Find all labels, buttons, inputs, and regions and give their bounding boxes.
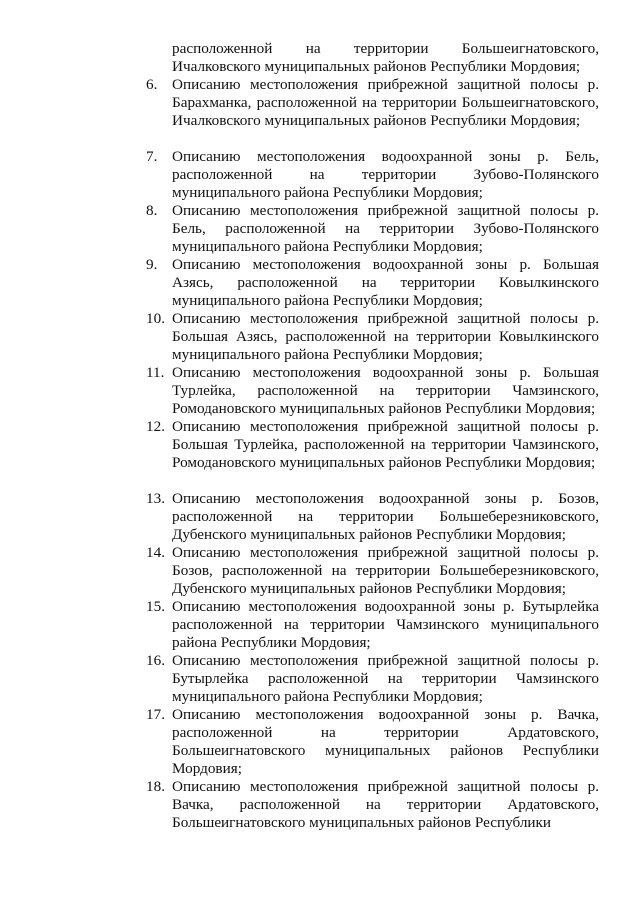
item-text: Описанию местоположения прибрежной защитной полосы р. Большая Азясь, расположенной на территории Ковылкинского муниципального района Республики Мордовия; — [172, 310, 599, 363]
item-number: 9. — [146, 256, 158, 273]
item-number: 10. — [146, 310, 165, 327]
item-text: Описанию местоположения водоохранной зоны р. Большая Турлейка, расположенной на территории Чамзинского, Ромодановского муниципальных районов Республики Мордовия; — [172, 364, 599, 417]
item-text: Описанию местоположения прибрежной защитной полосы р. Бутырлейка расположенной на территории Чамзинского муниципального района Республики Мордовия; — [172, 652, 599, 705]
list-item — [0, 490, 640, 544]
item-number: 17. — [146, 706, 165, 723]
list-item — [0, 76, 640, 148]
list-item — [0, 310, 640, 364]
item-number: 15. — [146, 598, 165, 615]
item-number: 11. — [146, 364, 165, 381]
list-item — [0, 148, 640, 202]
item-text: Описанию местоположения прибрежной защитной полосы р. Большая Турлейка, расположенной на территории Чамзинского, Ромодановского муниципальных районов Республики Мордовия; — [172, 418, 599, 471]
item-number: 16. — [146, 652, 165, 669]
item-number: 14. — [146, 544, 165, 561]
list-item — [0, 418, 640, 490]
list-item — [0, 202, 640, 256]
item-text: Описанию местоположения водоохранной зоны р. Бутырлейка расположенной на территории Чамзинского муниципального района Республики Мордовия; — [172, 598, 599, 651]
list-item — [0, 652, 640, 706]
item-text: Описанию местоположения водоохранной зоны р. Вачка, расположенной на территории Ардатовского, Большеигнатовского муниципальных районов Республики Мордовия; — [172, 706, 599, 777]
item-number: 6. — [146, 76, 158, 93]
list-item — [0, 364, 640, 418]
item-text: Описанию местоположения водоохранной зоны р. Большая Азясь, расположенной на территории Ковылкинского муниципального района Республики Мордовия; — [172, 256, 599, 309]
item-text: Описанию местоположения прибрежной защитной полосы р. Бель, расположенной на территории Зубово-Полянского муниципального района Республики Мордовия; — [172, 202, 599, 255]
item-number: 12. — [146, 418, 165, 435]
continuation-paragraph: расположенной на территории Большеигнатовского, Ичалковского муниципальных районов Республики Мордовия; — [172, 40, 599, 75]
item-number: 7. — [146, 148, 158, 165]
item-number: 18. — [146, 778, 165, 795]
list-item — [0, 778, 640, 832]
item-text: Описанию местоположения прибрежной защитной полосы р. Барахманка, расположенной на территории Большеигнатовского, Ичалковского муниципальных районов Республики Мордовия; — [172, 76, 599, 129]
item-text: Описанию местоположения водоохранной зоны р. Бель, расположенной на территории Зубово-Полянского муниципального района Республики Мордовия; — [172, 148, 599, 201]
item-text: Описанию местоположения прибрежной защитной полосы р. Бозов, расположенной на территории Большеберезниковского, Дубенского муниципальных районов Республики Мордовия; — [172, 544, 599, 597]
item-number: 8. — [146, 202, 158, 219]
list-item — [0, 544, 640, 598]
item-text: Описанию местоположения прибрежной защитной полосы р. Вачка, расположенной на территории Ардатовского, Большеигнатовского муниципальных районов Республики — [172, 778, 599, 831]
list-item — [0, 598, 640, 652]
item-number: 13. — [146, 490, 165, 507]
list-item — [0, 256, 640, 310]
item-text: Описанию местоположения водоохранной зоны р. Бозов, расположенной на территории Большеберезниковского, Дубенского муниципальных районов Республики Мордовия; — [172, 490, 599, 543]
description-list — [0, 76, 640, 832]
list-item — [0, 706, 640, 778]
